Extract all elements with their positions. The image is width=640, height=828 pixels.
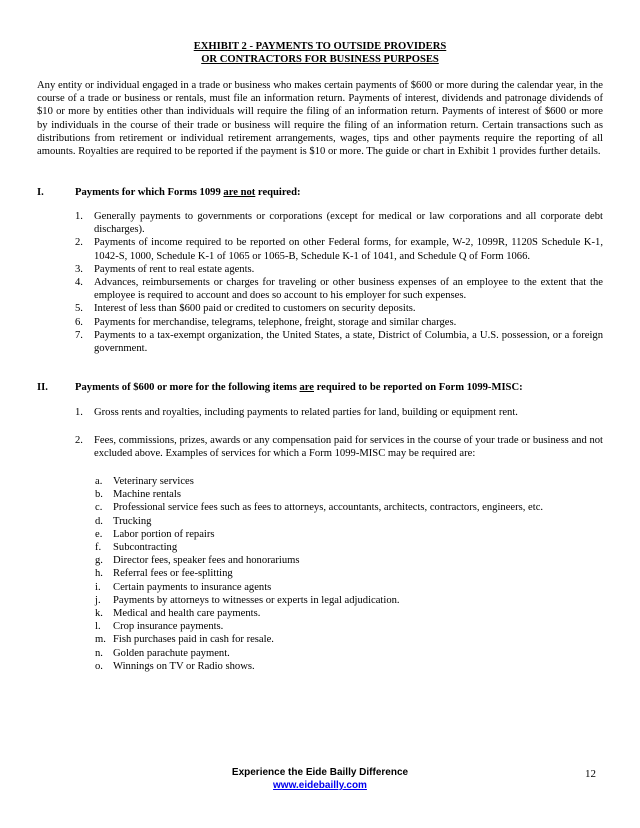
- section-2-heading: [37, 381, 523, 394]
- section-2-list-item-2: [75, 434, 603, 460]
- list-item: 2. Payments of income required to be reported on other Federal forms, for example, W-2, 1099R, 1120S Schedule K-1, 1042-S, 1000, Schedule K-1 of 1065 or 1065-B, Schedule K-1 of 1041, and Schedule Q of Form 1066.: [75, 237, 603, 262]
- section-2-heading-pre: Payments of $600 or more for the following items: [75, 382, 300, 393]
- exhibit-title-line2: OR CONTRACTORS FOR BUSINESS PURPOSES: [201, 54, 439, 65]
- list-item: 3. Payments of rent to real estate agents.: [75, 263, 255, 275]
- section-2-heading-post: required to be reported on Form 1099-MISC:: [314, 382, 523, 393]
- sub-list-item: d. Trucking: [95, 515, 152, 527]
- section-2-number: II.: [37, 382, 48, 393]
- section-1-heading-emphasis: are not: [223, 187, 256, 198]
- sub-list-item: b. Machine rentals: [95, 489, 181, 501]
- sub-list-item: g. Director fees, speaker fees and honorariums: [95, 555, 300, 567]
- sub-list-item: a. Veterinary services: [95, 476, 194, 487]
- sub-list-item: m. Fish purchases paid in cash for resale.: [95, 634, 274, 646]
- sub-list-item: f. Subcontracting: [95, 542, 178, 554]
- sub-list-item: i. Certain payments to insurance agents: [95, 581, 272, 593]
- section-1-list: [75, 210, 603, 355]
- footer-link-row: [0, 780, 640, 792]
- section-1-heading-pre: Payments for which Forms 1099: [75, 187, 224, 198]
- intro-paragraph: Any entity or individual engaged in a trade or business who makes certain payments of $600 or more during the calendar year, in the course of a trade or business or rentals, must file an information return. Payments of interest, dividends and patronage dividends of $10 or more by entities other than individuals will require the filing of an information return. Payments of interest of $600 or more by individuals in the course of their trade or business will require the filing of an information return. Certain transactions such as distributions from retirement or individual retirement arrangements, wages, tips and other payments require the reporting of all amounts. Royalties are required to be reported if the payment is $10 or more. The guide or chart in Exhibit 1 provides further details.: [37, 80, 603, 158]
- section-2-list-item-1: [75, 406, 603, 419]
- list-item: 7. Payments to a tax-exempt organization, the United States, a state, District of Columbia, a U.S. possession, or a foreign government.: [75, 329, 603, 355]
- list-item: 1. Gross rents and royalties, including payments to related parties for land, building or equipment rent.: [75, 407, 518, 418]
- footer-website-link[interactable]: www.eidebailly.com: [273, 780, 367, 791]
- sub-list-item: o. Winnings on TV or Radio shows.: [95, 660, 255, 672]
- page-number: 12: [585, 768, 596, 780]
- sub-list-item: k. Medical and health care payments.: [95, 608, 261, 620]
- exhibit-title-line1: EXHIBIT 2 - PAYMENTS TO OUTSIDE PROVIDERS: [193, 41, 447, 52]
- list-item: 6. Payments for merchandise, telegrams, telephone, freight, storage and similar charges.: [75, 316, 457, 328]
- footer-tagline: Experience the Eide Bailly Difference: [231, 767, 409, 778]
- list-item: 4. Advances, reimbursements or charges for traveling or other business expenses of an employee to the extent that the employee is required to account and does so account to his employer for such expenses.: [75, 277, 603, 302]
- sub-list-item: j. Payments by attorneys to witnesses or experts in legal adjudication.: [95, 594, 400, 606]
- services-sublist: [95, 475, 603, 673]
- sub-list-item: c. Professional service fees such as fees to attorneys, accountants, architects, contractors, engineers, etc.: [95, 502, 544, 514]
- section-1-heading: [37, 186, 301, 199]
- sub-list-item: l. Crop insurance payments.: [95, 621, 224, 633]
- sub-list-item: n. Golden parachute payment.: [95, 647, 230, 659]
- sub-list-item: h. Referral fees or fee-splitting: [95, 568, 233, 580]
- sub-list-item: e. Labor portion of repairs: [95, 528, 215, 540]
- section-1-heading-post: required:: [255, 187, 301, 198]
- section-2-heading-emphasis: are: [299, 382, 315, 393]
- section-1-number: I.: [37, 187, 44, 198]
- list-item: 1. Generally payments to governments or corporations (except for medical or law corporations and all corporate debt discharges).: [75, 211, 603, 236]
- list-item: 2. Fees, commissions, prizes, awards or any compensation paid for services in the course of your trade or business and not excluded above. Examples of services for which a Form 1099-MISC may be required are:: [75, 435, 603, 460]
- list-item: 5. Interest of less than $600 paid or credited to customers on security deposits.: [75, 303, 416, 315]
